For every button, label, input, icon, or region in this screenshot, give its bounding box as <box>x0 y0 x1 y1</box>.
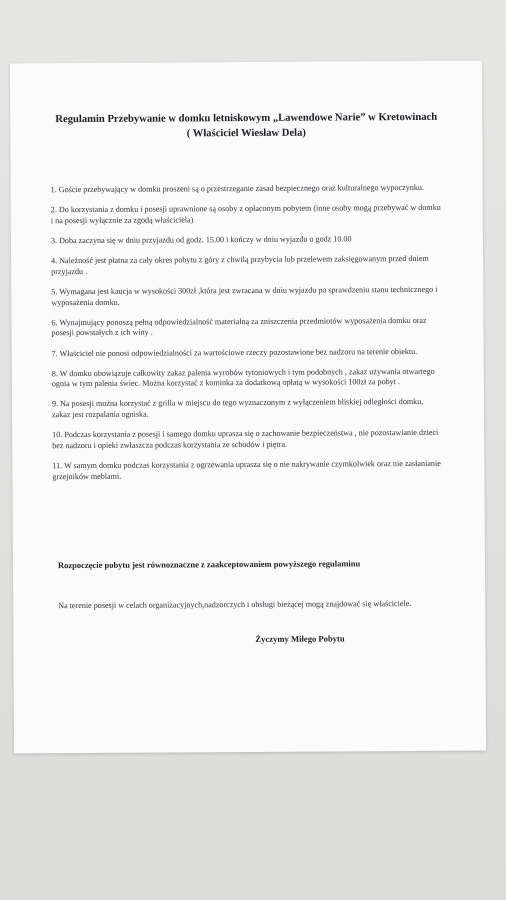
rule-2: 2. Do korzystania z domku i posesji uprawnione są osoby z opłaconym pobytem (inne osoby mogą przebywać w domku i na posesji wyłącznie za zgodą właściciela) <box>50 203 441 225</box>
rule-5: 5. Wymagana jest kaucja w wysokości 300zł ,która jest zwracana w dniu wyjazdu po sprawdzeniu stanu technicznego i wyposażenia domku. <box>51 284 438 307</box>
owner-presence-note: Na terenie posesji w celach organizacyjnych,nadzorczych i obsługi bieżącej mogą znajdować się właściciele. <box>58 599 412 611</box>
rules-list <box>51 183 443 492</box>
document-header <box>10 111 482 143</box>
rule-1: 1. Goście przebywający w domku proszeni są o przestrzeganie zasad bezpiecznego oraz kulturalnego wypoczynku. <box>50 182 424 195</box>
rule-9: 9. Na posesji można korzystać z grilla w miejscu do tego wyznaczonym z wyłączeniem bliskiej odległości domku, zakaz jest rozpalania ogniska. <box>51 397 424 420</box>
rule-11: 11. W samym domku podczas korzystania z ogrzewania uprasza się o nie nakrywanie czymkolwiek oraz nie zasłanianie grzejników meblami. <box>52 458 441 481</box>
document-owner: ( Właściciel Wiesław Dela) <box>186 127 306 139</box>
document-sheet <box>10 61 486 754</box>
rule-4: 4. Należność jest płatna za cały okres pobytu z góry z chwilą przybycia lub przelewem zaksięgowanym przed dniem przyjazdu . <box>51 254 429 276</box>
rule-6: 6. Wynajmujący ponoszą pełną odpowiedzialność materialną za zniszczenia przedmiotów wyposażenia domku oraz posesji powstałych z ich winy . <box>51 315 427 338</box>
rule-10: 10. Podczas korzystania z posesji i samego domku uprasza się o zachowanie bezpieczeństwa , nie pozostawianie dzieci bez nadzoru i opieki zwłaszcza podczas korzystania ze schodów i piętra. <box>52 428 439 451</box>
rule-8: 8. W domku obowiązuje całkowity zakaz palenia wyrobów tytoniowych i tym podobnych , zakaz używania otwartego ognia w tym palenia świec. Można korzystać z kominka za dodatkową opłatą w wysokości 100zł za pobyt . <box>51 366 435 389</box>
closing-wish: Życzymy Miłego Pobytu <box>255 633 345 644</box>
rule-7: 7. Właściciel nie ponosi odpowiedzialności za wartościowe rzeczy pozostawione bez nadzoru na terenie obiektu. <box>51 346 418 358</box>
acceptance-statement: Rozpoczęcie pobytu jest równoznaczne z zaakceptowaniem powyższego regulaminu <box>57 558 361 571</box>
document-title: Regulamin Przebywanie w domku letniskowym „Lawendowe Narie” w Kretowinach <box>55 111 438 126</box>
rule-3: 3. Doba zaczyna się w dniu przyjazdu od godz. 15.00 i kończy w dniu wyjazdu o godz 10.00 <box>50 234 352 246</box>
